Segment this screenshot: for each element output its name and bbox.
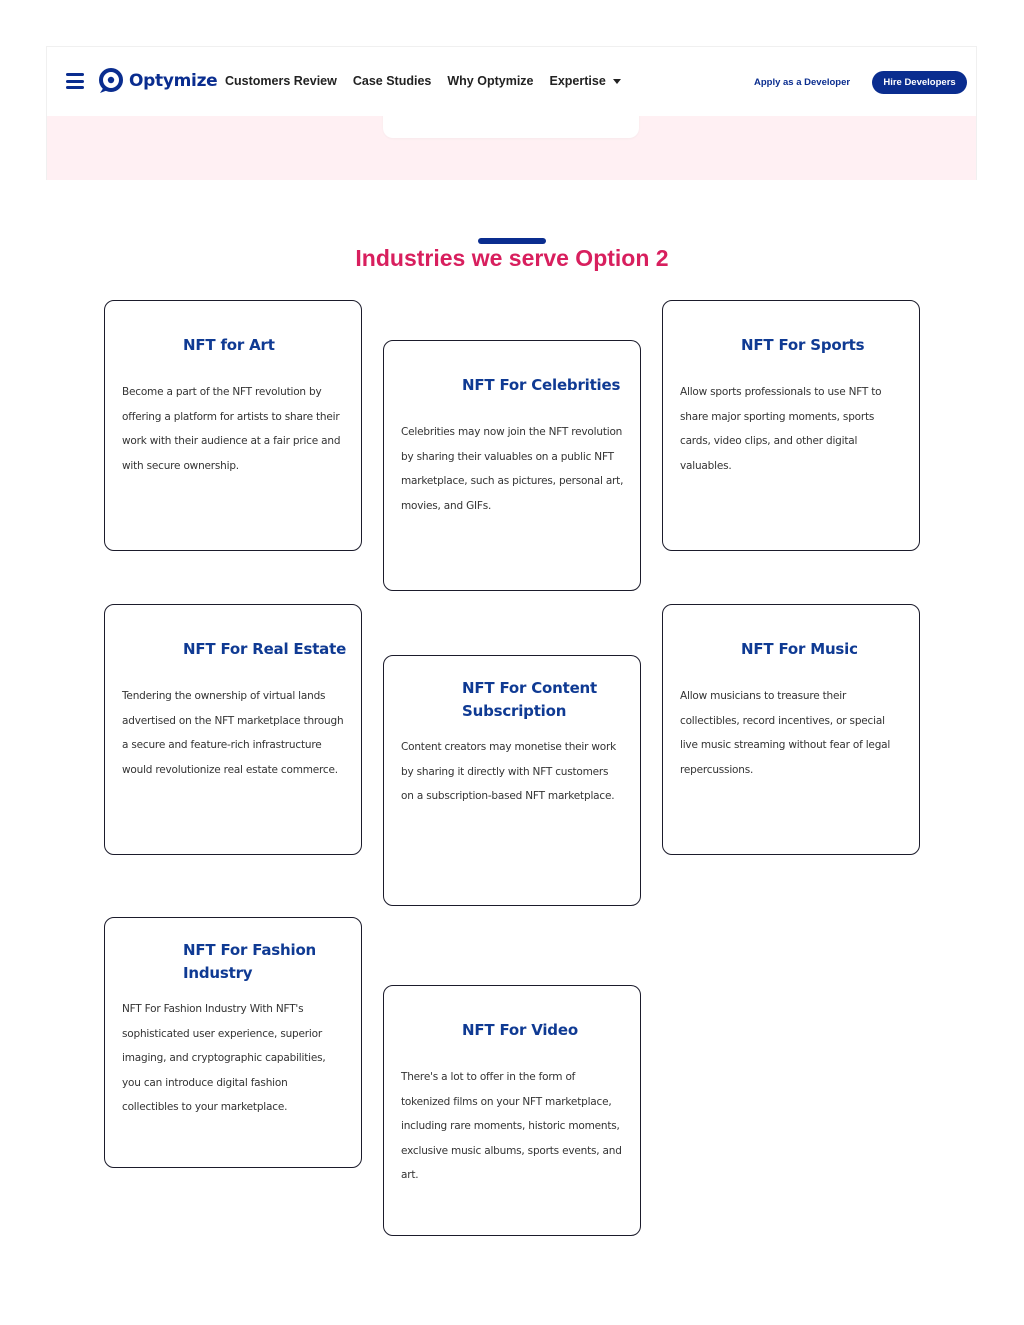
card-body: Allow musicians to treasure their collectibles, record incentives, or special live music streaming without fear of legal repercussions. xyxy=(680,690,891,776)
main-nav xyxy=(225,74,637,88)
card-title: NFT For Video xyxy=(462,1021,578,1039)
brand-logo[interactable] xyxy=(98,67,217,95)
card-title: NFT For Real Estate xyxy=(183,640,347,658)
top-navbar xyxy=(47,47,976,116)
industry-card-music[interactable] xyxy=(662,604,920,855)
optymize-logo-icon xyxy=(98,68,124,94)
nav-customers-review[interactable]: Customers Review xyxy=(225,74,337,88)
card-title: NFT For Music xyxy=(741,640,858,658)
card-title: NFT for Art xyxy=(183,336,275,354)
section-title: Industries we serve Option 2 xyxy=(355,245,669,271)
industry-card-content-subscription[interactable] xyxy=(383,655,641,906)
card-body: Become a part of the NFT revolution by offering a platform for artists to share their work with their audience at a fair price and with secure ownership. xyxy=(122,386,341,472)
industry-card-art[interactable] xyxy=(104,300,362,551)
card-title: NFT For Content Subscription xyxy=(462,679,598,720)
card-title: NFT For Fashion Industry xyxy=(183,941,317,982)
nav-why-optymize[interactable]: Why Optymize xyxy=(447,74,534,88)
industry-card-celebrities[interactable] xyxy=(383,340,641,591)
industry-card-real-estate[interactable] xyxy=(104,604,362,855)
card-body: NFT For Fashion Industry With NFT's sophisticated user experience, superior imaging, and cryptographic capabilities, you can introduce digital fashion collectibles to your marketplace. xyxy=(122,1003,326,1113)
industry-card-video[interactable] xyxy=(383,985,641,1236)
nav-case-studies[interactable]: Case Studies xyxy=(352,74,432,88)
card-body: Content creators may monetise their work by sharing it directly with NFT customers on a subscription-based NFT marketplace. xyxy=(401,741,617,802)
card-title: NFT For Celebrities xyxy=(462,376,621,394)
card-body: Allow sports professionals to use NFT to share major sporting moments, sports cards, video clips, and other digital valuables. xyxy=(680,386,882,472)
apply-developer-link[interactable]: Apply as a Developer xyxy=(754,77,851,88)
card-body: Tendering the ownership of virtual lands advertised on the NFT marketplace through a secure and feature-rich infrastructure would revolutionize real estate commerce. xyxy=(122,690,344,776)
card-body: Celebrities may now join the NFT revolution by sharing their valuables on a public NFT marketplace, such as pictures, personal art, movies, and GIFs. xyxy=(401,426,624,512)
hamburger-menu-icon[interactable] xyxy=(66,73,84,89)
chevron-down-icon xyxy=(613,79,621,84)
card-body: There's a lot to offer in the form of tokenized films on your NFT marketplace, including rare moments, historic moments, exclusive music albums, sports events, and art. xyxy=(401,1071,622,1181)
nav-expertise-dropdown[interactable] xyxy=(550,74,621,88)
industry-card-fashion[interactable] xyxy=(104,917,362,1168)
industry-card-sports[interactable] xyxy=(662,300,920,551)
nav-expertise-label: Expertise xyxy=(549,74,606,88)
section-accent-bar xyxy=(478,238,546,244)
card-title: NFT For Sports xyxy=(741,336,865,354)
brand-name: Optymize xyxy=(129,71,218,91)
hire-developers-button[interactable]: Hire Developers xyxy=(872,71,967,94)
